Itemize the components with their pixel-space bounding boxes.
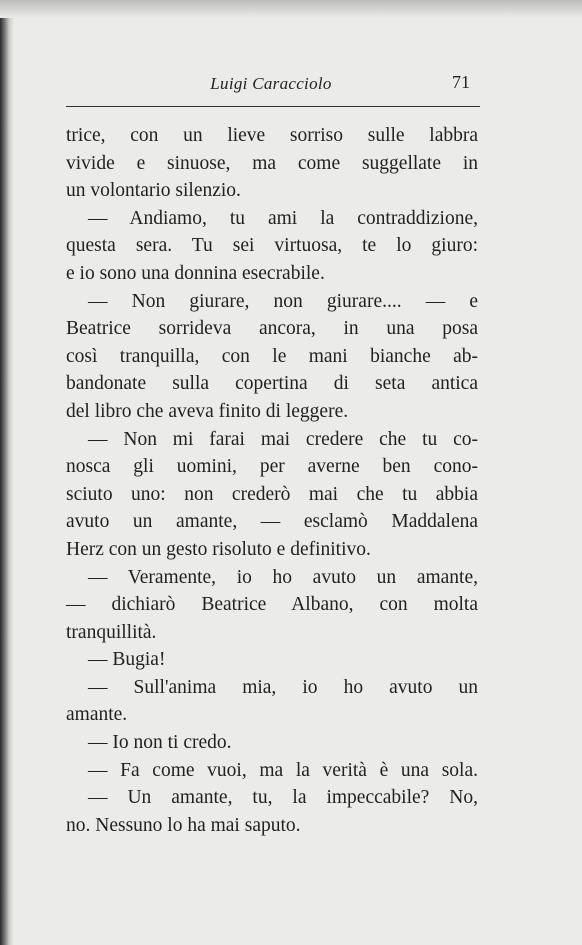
- text-line: e io sono una donnina esecrabile.: [66, 262, 325, 284]
- text-line: no. Nessuno lo ha mai saputo.: [66, 814, 301, 836]
- text-line: questa sera. Tu sei virtuosa, te lo giuro:: [66, 235, 478, 257]
- text-line: Beatrice sorrideva ancora, in una posa: [66, 318, 478, 340]
- text-line: — Andiamo, tu ami la contraddizione,: [88, 207, 478, 229]
- page-top-shadow: [0, 0, 582, 18]
- text-line: del libro che aveva finito di leggere.: [66, 400, 349, 422]
- text-line: — dichiarò Beatrice Albano, con molta: [66, 594, 478, 616]
- page-header: [62, 70, 480, 110]
- page-spine-shadow: [0, 0, 14, 945]
- text-line: — Bugia!: [88, 649, 166, 671]
- text-line: vivide e sinuose, ma come suggellate in: [66, 152, 478, 174]
- text-line: Herz con un gesto risoluto e definitivo.: [66, 538, 371, 560]
- text-line: — Fa come vuoi, ma la verità è una sola.: [88, 759, 478, 781]
- page-number: 71: [452, 72, 470, 92]
- text-line: tranquillità.: [66, 621, 157, 643]
- text-line: — Non giurare, non giurare.... — e: [88, 290, 478, 312]
- text-line: così tranquilla, con le mani bianche ab-: [66, 345, 478, 367]
- text-line: bandonate sulla copertina di seta antica: [66, 373, 478, 395]
- text-line: sciuto uno: non crederò mai che tu abbia: [66, 483, 478, 505]
- text-line: trice, con un lieve sorriso sulle labbra: [66, 125, 478, 146]
- text-line: amante.: [66, 704, 128, 726]
- text-line: avuto un amante, — esclamò Maddalena: [66, 511, 478, 533]
- body-text: [66, 122, 478, 839]
- text-line: nosca gli uomini, per averne ben cono-: [66, 456, 478, 478]
- running-head: Luigi Caracciolo: [210, 74, 332, 93]
- text-line: — Sull'anima mia, io ho avuto un: [88, 676, 478, 698]
- text-line: — Veramente, io ho avuto un amante,: [88, 566, 478, 588]
- header-rule: [66, 106, 480, 107]
- text-line: un volontario silenzio.: [66, 180, 241, 202]
- text-line: — Io non ti credo.: [88, 732, 232, 754]
- text-line: — Non mi farai mai credere che tu co-: [88, 428, 478, 450]
- text-line: — Un amante, tu, la impeccabile? No,: [88, 787, 478, 809]
